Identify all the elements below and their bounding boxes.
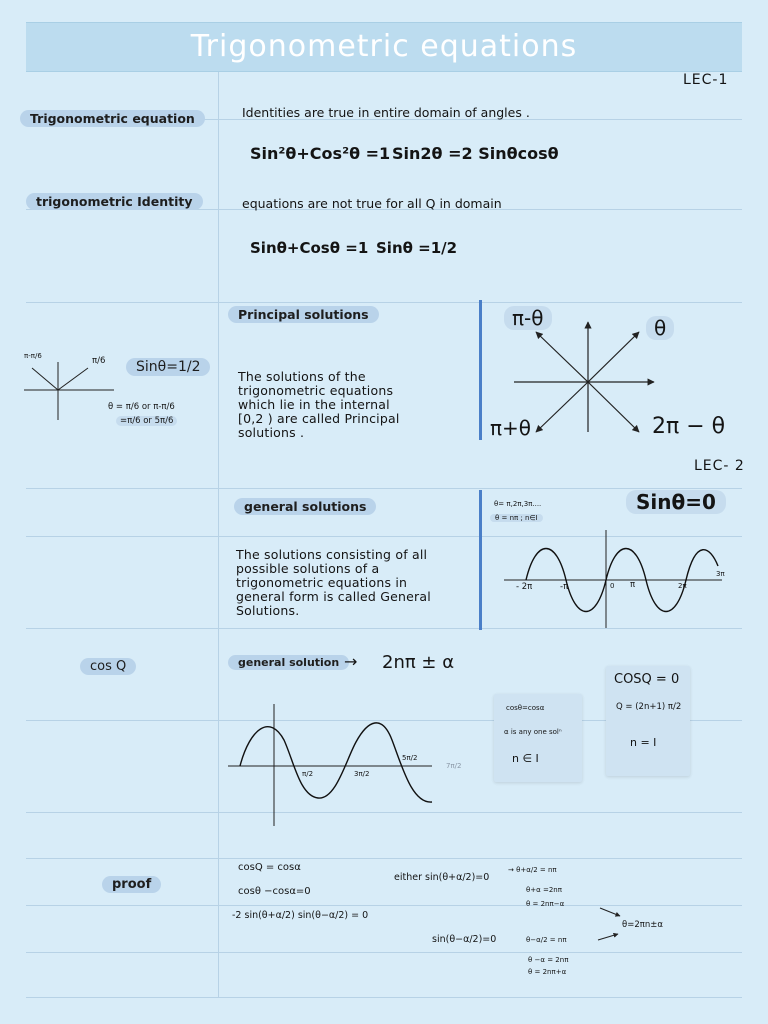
tick-5pi-half: 5π/2	[402, 754, 418, 762]
cos-general-formula: 2nπ ± α	[382, 652, 455, 673]
term-trig-equation: Trigonometric equation	[20, 110, 205, 127]
heading-general-solution: general solution	[228, 655, 349, 670]
label-theta: θ	[646, 316, 674, 340]
term-proof: proof	[102, 876, 161, 893]
card1-line-2: α is any one solⁿ	[504, 728, 562, 736]
tick-7pi-half: 7π/2	[446, 762, 462, 770]
sketch-ray-left	[32, 368, 58, 390]
principal-definition: The solutions of the trigonometric equations which lie in the internal [0,2 ) are called Principal solutions .	[238, 369, 400, 440]
label-pi-plus-theta: π+θ	[490, 416, 532, 440]
equation-example-2: Sinθ =1/2	[376, 239, 458, 257]
trig-equation-desc: Identities are true in entire domain of angles .	[242, 105, 530, 120]
term-cos-q: cos Q	[80, 658, 136, 675]
small-angle-sketch	[22, 352, 122, 422]
ray-pi-plus-theta	[536, 382, 588, 432]
proof-right-3: θ = 2nπ−α	[526, 900, 565, 908]
trig-identity-desc: equations are not true for all Q in domain	[242, 196, 502, 211]
identity-formula-2: Sin2θ =2 Sinθcosθ	[392, 144, 559, 163]
tick-3pi: 3π	[716, 570, 725, 578]
sketch-ray-right	[58, 368, 88, 390]
tick-3pi-half: 3π/2	[354, 770, 370, 778]
proof-sin-2: sin(θ−α/2)=0	[432, 934, 497, 945]
cosine-graph	[226, 700, 466, 830]
card2-line-2: n = I	[630, 736, 657, 749]
proof-arrow-up	[598, 934, 618, 940]
tick-neg-pi: -π	[560, 582, 569, 592]
rule-line	[26, 488, 742, 489]
cosine-curve	[240, 723, 432, 802]
sin-equals-half: Sinθ=1/2	[126, 358, 210, 376]
term-trig-identity: trigonometric Identity	[26, 193, 203, 210]
sine-graph	[500, 528, 750, 638]
general-note-1: θ= π,2π,3π....	[494, 500, 542, 508]
heading-principal-solutions: Principal solutions	[228, 306, 379, 323]
principal-side-sol-1: θ = π/6 or π-π/6	[108, 402, 175, 412]
proof-sub-2: θ −α = 2nπ	[528, 956, 569, 964]
ray-2pi-minus-theta	[588, 382, 639, 432]
rule-line	[26, 858, 742, 859]
proof-line-1: cosQ = cosα	[238, 862, 301, 873]
lecture-tag-1: LEC-1	[683, 72, 729, 88]
rule-line	[26, 997, 742, 998]
ray-pi-minus-theta	[536, 332, 588, 382]
proof-either: either sin(θ+α/2)=0	[394, 872, 490, 883]
proof-line-3: -2 sin(θ+α/2) sin(θ−α/2) = 0	[232, 910, 369, 921]
tick-zero: 0	[610, 582, 615, 590]
proof-sub-3: θ = 2nπ+α	[528, 968, 567, 976]
principal-side-sol-2: =π/6 or 5π/6	[116, 416, 177, 426]
card2-line-0: COSQ = 0	[614, 672, 680, 687]
sketch-label-pi-minus: π-π/6	[24, 352, 42, 360]
card2-line-1: Q = (2n+1) π/2	[616, 702, 682, 712]
general-note-2: θ = nπ ; n∈I	[490, 514, 543, 522]
label-pi-minus-theta: π-θ	[504, 306, 552, 330]
proof-line-2: cosθ −cosα=0	[238, 886, 311, 897]
note-card-cos-alpha	[494, 694, 582, 782]
ray-theta	[588, 332, 639, 382]
identity-formula-1: Sin²θ+Cos²θ =1	[250, 144, 391, 163]
proof-right-2: θ+α =2nπ	[526, 886, 562, 894]
tick-2pi: 2π	[678, 582, 687, 590]
margin-line	[218, 72, 219, 998]
heading-general-solutions: general solutions	[234, 498, 376, 515]
sin-equals-zero: Sinθ=0	[626, 490, 726, 514]
rule-line	[26, 302, 742, 303]
equation-example-1: Sinθ+Cosθ =1	[250, 239, 369, 257]
divider-principal	[479, 300, 482, 440]
tick-neg-2pi: - 2π	[516, 582, 533, 592]
card1-line-1: cosθ=cosα	[506, 704, 545, 712]
proof-final: θ=2πn±α	[622, 920, 663, 930]
card1-line-3: n ∈ I	[512, 752, 539, 765]
proof-sub-1: θ−α/2 = nπ	[526, 936, 567, 944]
tick-pi: π	[630, 580, 636, 590]
divider-general	[479, 490, 482, 630]
tick-pi-half: π/2	[302, 770, 314, 778]
note-card-cos-zero	[606, 666, 690, 776]
proof-arrow-down	[600, 908, 620, 916]
lecture-tag-2: LEC- 2	[694, 458, 745, 474]
label-2pi-minus-theta: 2π − θ	[652, 414, 726, 439]
sketch-label-pi6: π/6	[92, 356, 106, 366]
page-title: Trigonometric equations	[190, 29, 578, 64]
title-bar	[26, 22, 742, 72]
proof-right-1: → θ+α/2 = nπ	[508, 866, 557, 874]
general-definition: The solutions consisting of all possible solutions of a trigonometric equations in general form is called General Solutions.	[236, 547, 431, 618]
arrow-general-solution: →	[344, 652, 358, 671]
